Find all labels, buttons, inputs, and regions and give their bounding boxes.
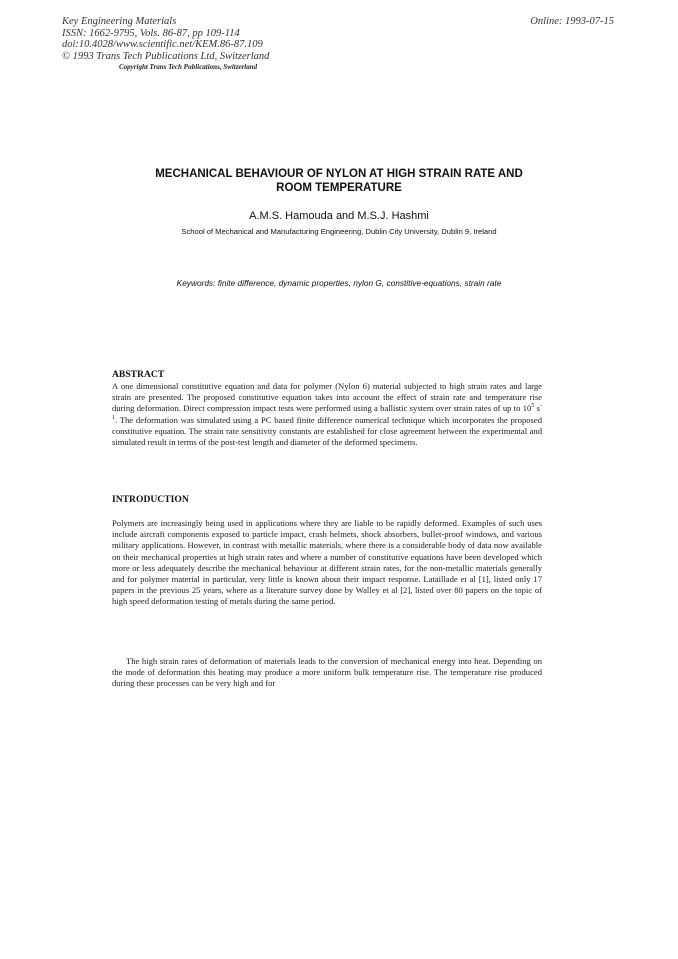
paper-title xyxy=(110,167,568,195)
keywords: Keywords: finite difference, dynamic properties, nylon G, constitive-equations, strain rate xyxy=(176,278,502,288)
title-line-2: ROOM TEMPERATURE xyxy=(276,182,402,194)
abstract-text-a: A one dimensional constitutive equation and data for polymer (Nylon 6) material subjected to high strain rates and large strain are presented. The proposed constitutive equation takes into account the effect of strain rate and temperature rise during deformation. Direct compression impact tests were performed using a ballistic system over strain rates of up to 10 xyxy=(112,381,542,414)
abstract-exponent-1: 5 xyxy=(531,403,535,410)
copyright-line: © 1993 Trans Tech Publications Ltd, Switzerland xyxy=(62,50,270,62)
issn-line: ISSN: 1662-9795, Vols. 86-87, pp 109-114 xyxy=(62,27,240,39)
copyright-small: Copyright Trans Tech Publications, Switzerland xyxy=(119,63,258,71)
abstract-exponent-2: -1 xyxy=(112,403,542,421)
abstract-heading: ABSTRACT xyxy=(112,369,165,380)
publication-metadata xyxy=(62,16,269,72)
authors: A.M.S. Hamouda and M.S.J. Hashmi xyxy=(249,210,429,222)
doi-line: doi:10.4028/www.scientific.net/KEM.86-87.109 xyxy=(62,39,263,50)
abstract-text xyxy=(112,381,542,448)
introduction-paragraph-1: Polymers are increasingly being used in applications where they are liable to be rapidly deformed. Examples of such uses include aircraft components exposed to particle impact, crash helmets, shock absorbers, bullet-proof windows, and various military applications. However, in contrast with metallic materials, where there is a considerable body of data now available on their mechanical properties at high strain rates and where a number of constitutive equations have been developed which more or less adequately describe the mechanical behaviour at different strain rates, for the non-metallic materials generally and for polymer material in particular, very little is known about their impact response. Lataillade et al [1], listed only 17 papers in the previous 25 years, where as a literature survey done by Walley et al [2], listed over 80 papers on the topic of high speed deformation testing of metals during the same period. xyxy=(112,518,542,607)
affiliation: School of Mechanical and Manufacturing Engineering, Dublin City University, Dublin 9, Ireland xyxy=(181,227,497,236)
journal-name: Key Engineering Materials xyxy=(62,16,177,27)
abstract-text-c: . The deformation was simulated using a PC based finite difference numerical technique which incorporates the proposed constitutive equation. The strain rate sensitivity constants are established for close agreement between the experimental and simulated result in terms of the post-test length and diameter of the deformed specimens. xyxy=(112,414,542,448)
introduction-paragraph-2: The high strain rates of deformation of materials leads to the conversion of mechanical energy into heat. Depending on the mode of deformation this heating may produce a more uniform bulk temperature rise. The temperature rise produced during these processes can be very high and for xyxy=(112,656,542,689)
title-line-1: MECHANICAL BEHAVIOUR OF NYLON AT HIGH STRAIN RATE AND xyxy=(155,168,523,180)
introduction-heading: INTRODUCTION xyxy=(112,494,189,505)
abstract-text-b: s xyxy=(534,403,540,414)
online-date: Online: 1993-07-15 xyxy=(530,16,614,27)
